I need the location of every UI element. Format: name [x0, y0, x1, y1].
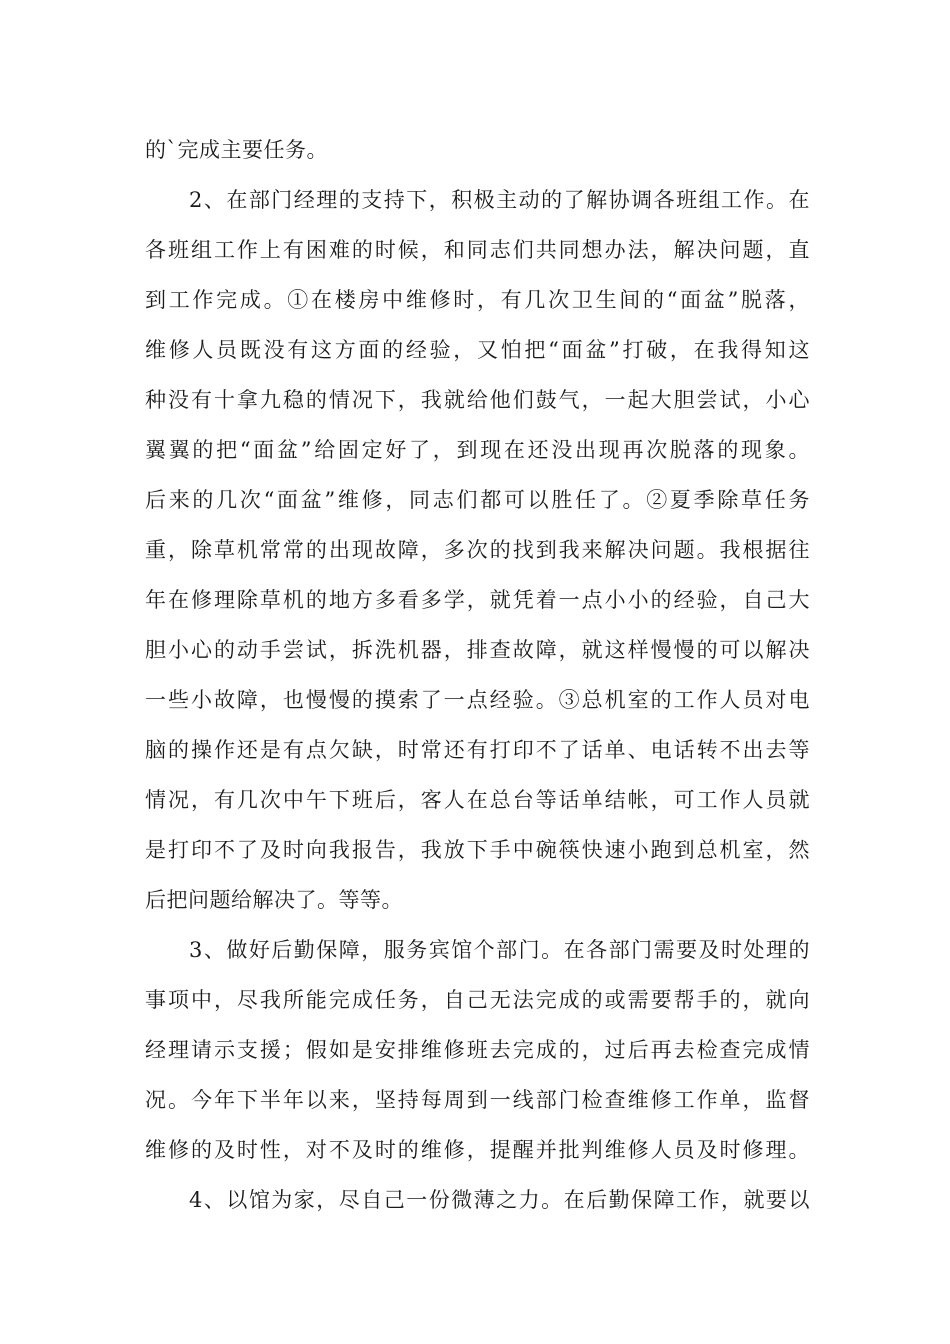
text-line: 后把问题给解决了。等等。: [145, 888, 403, 912]
text-line: 到工作完成。①在楼房中维修时，有几次卫生间的“面盆”脱落，: [145, 288, 810, 312]
text-line: 情况，有几次中午下班后，客人在总台等话单结帐，可工作人员就: [145, 788, 810, 812]
text-line: 胆小心的动手尝试，拆洗机器，排查故障，就这样慢慢的可以解决: [145, 638, 810, 662]
paragraph-4-start: 4、以馆为家，尽自己一份微薄之力。在后勤保障工作，就要以: [189, 1188, 810, 1212]
text-line: 重，除草机常常的出现故障，多次的找到我来解决问题。我根据往: [145, 538, 810, 562]
text-line: 年在修理除草机的地方多看多学，就凭着一点小小的经验，自己大: [145, 588, 810, 612]
text-line: 各班组工作上有困难的时候，和同志们共同想办法，解决问题，直: [145, 238, 810, 262]
text-line: 的`完成主要任务。: [145, 138, 328, 162]
text-line: 种没有十拿九稳的情况下，我就给他们鼓气，一起大胆尝试，小心: [145, 388, 810, 412]
document-body: [145, 125, 810, 1225]
text-line: 一些小故障，也慢慢的摸索了一点经验。③总机室的工作人员对电: [145, 688, 810, 712]
text-line: 是打印不了及时向我报告，我放下手中碗筷快速小跑到总机室，然: [145, 838, 810, 862]
paragraph-3-start: 3、做好后勤保障，服务宾馆个部门。在各部门需要及时处理的: [189, 938, 810, 962]
text-line: 经理请示支援；假如是安排维修班去完成的，过后再去检查完成情: [145, 1038, 810, 1062]
text-line: 脑的操作还是有点欠缺，时常还有打印不了话单、电话转不出去等: [145, 738, 810, 762]
text-line: 维修人员既没有这方面的经验，又怕把“面盆”打破，在我得知这: [145, 338, 810, 362]
text-line: 维修的及时性，对不及时的维修，提醒并批判维修人员及时修理。: [145, 1138, 810, 1162]
paragraph-2-start: 2、在部门经理的支持下，积极主动的了解协调各班组工作。在: [189, 188, 810, 212]
text-line: 况。今年下半年以来，坚持每周到一线部门检查维修工作单，监督: [145, 1088, 810, 1112]
text-line: 后来的几次“面盆”维修，同志们都可以胜任了。②夏季除草任务: [145, 488, 810, 512]
text-line: 事项中，尽我所能完成任务，自己无法完成的或需要帮手的，就向: [145, 988, 810, 1012]
text-line: 翼翼的把“面盆”给固定好了，到现在还没出现再次脱落的现象。: [145, 438, 810, 462]
